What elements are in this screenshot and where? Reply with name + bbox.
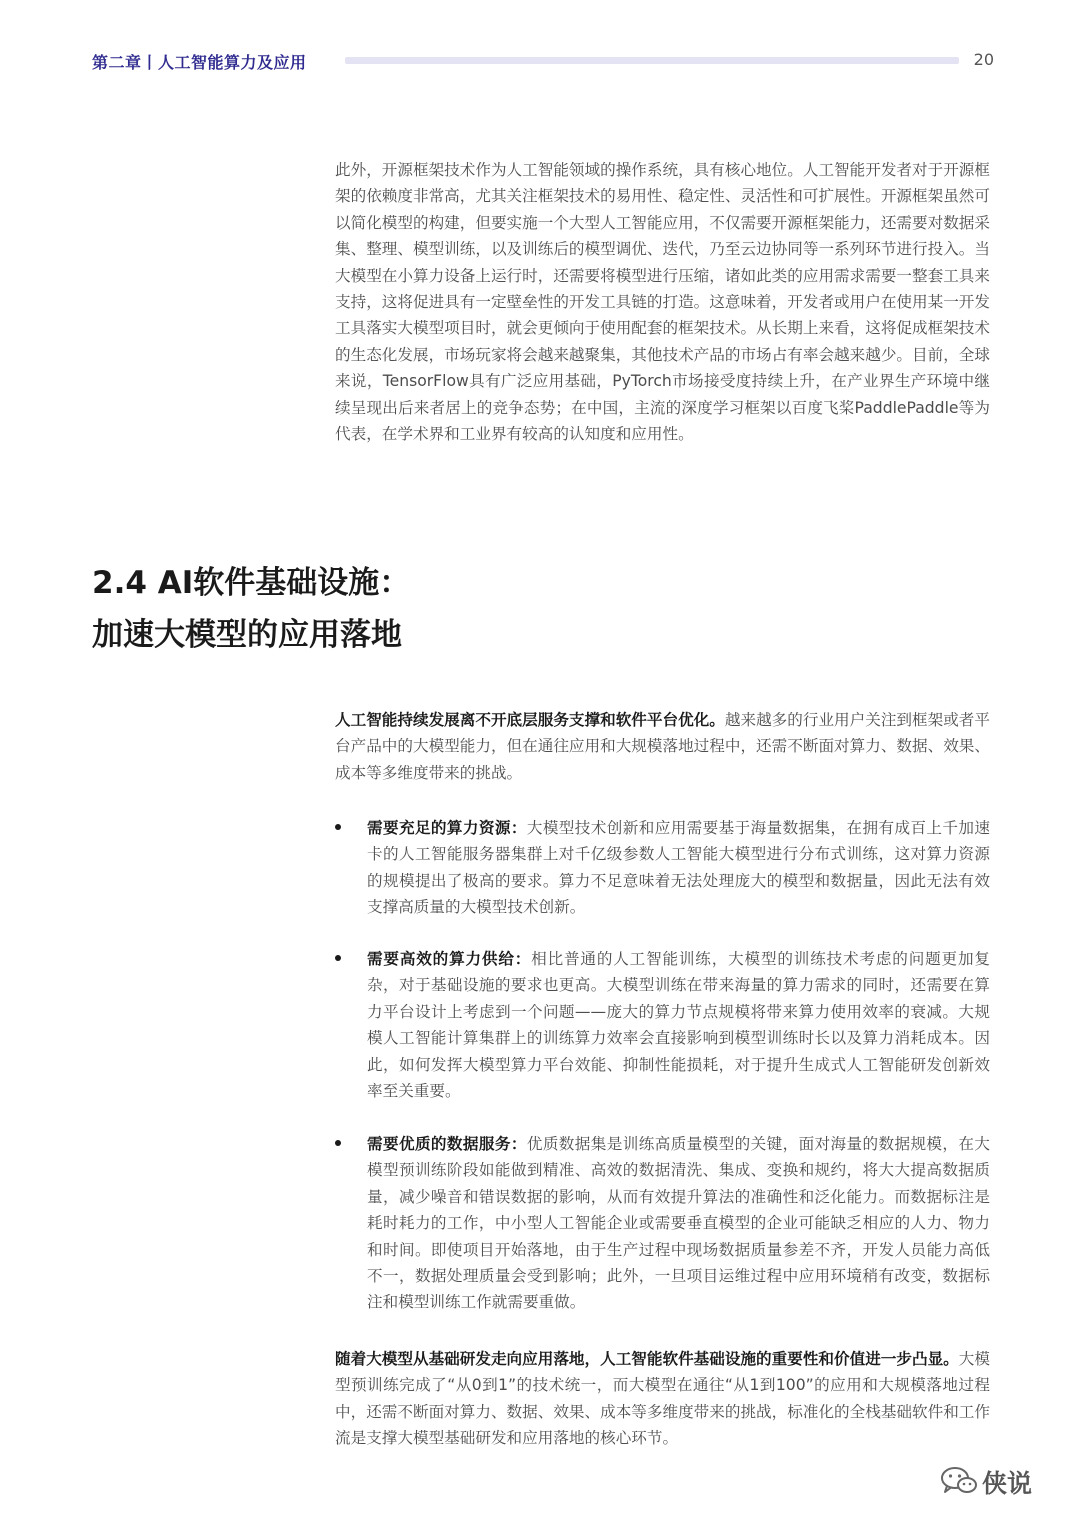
bullet-text <box>367 946 990 1104</box>
bullet-dot <box>335 824 341 830</box>
paragraph-open-source-frameworks: 此外，开源框架技术作为人工智能领域的操作系统，具有核心地位。人工智能开发者对于开源框架的依赖度非常高，尤其关注框架技术的易用性、稳定性、灵活性和可扩展性。开源框架虽然可以简化模型的构建，但要实施一个大型人工智能应用，不仅需要开源框架能力，还需要对数据采集、整理、模型训练，以及训练后的模型调优、迭代，乃至云边协同等一系列环节进行投入。当大模型在小算力设备上运行时，还需要将模型进行压缩，诸如此类的应用需求需要一整套工具来支持，这将促进具有一定壁垒性的开发工具链的打造。这意味着，开发者或用户在使用某一开发工具落实大模型项目时，就会更倾向于使用配套的框架技术。从长期上来看，这将促成框架技术的生态化发展，市场玩家将会越来越聚集，其他技术产品的市场占有率会越来越少。目前，全球来说，TensorFlow具有广泛应用基础，PyTorch市场接受度持续上升，在产业界生产环境中继续呈现出后来者居上的竞争态势；在中国，主流的深度学习框架以百度飞桨PaddlePaddle等为代表，在学术界和工业界有较高的认知度和应用性。 <box>335 161 990 444</box>
closing-lead: 随着大模型从基础研发走向应用落地，人工智能软件基础设施的重要性和价值进一步凸显。 <box>335 1350 959 1368</box>
closing-text: 大模型预训练完成了“从0到1”的技术统一，而大模型在通往“从1到100”的应用和大规模落地过程中，还需不断面对算力、数据、效果、成本等多维度带来的挑战，标准化的全栈基础软件和工作流是支撑大模型基础研发和应用落地的核心环节。 <box>335 1350 990 1448</box>
bullet-text <box>367 815 990 921</box>
section-title-line-2: 加速大模型的应用落地 <box>92 617 402 653</box>
bullet-body: 相比普通的人工智能训练，大模型的训练技术考虑的问题更加复杂，对于基础设施的要求也更高。大模型训练在带来海量的算力需求的同时，还需要在算力平台设计上考虑到一个问题——庞大的算力节点规模将带来算力使用效率的衰减。大规模人工智能计算集群上的训练算力效率会直接影响到模型训练时长以及算力消耗成本。因此，如何发挥大模型算力平台效能、抑制性能损耗，对于提升生成式人工智能研发创新效率至关重要。 <box>367 950 990 1101</box>
bullet-body: 大模型技术创新和应用需要基于海量数据集，在拥有成百上千加速卡的人工智能服务器集群上对千亿级参数人工智能大模型进行分布式训练，这对算力资源的规模提出了极高的要求。算力不足意味着无法处理庞大的模型和数据量，因此无法有效支撑高质量的大模型技术创新。 <box>367 819 990 917</box>
section-title <box>92 557 410 661</box>
page-number: 20 <box>973 50 994 69</box>
intro-paragraph <box>335 707 990 786</box>
bullet-dot <box>335 955 341 961</box>
closing-paragraph <box>335 1346 990 1452</box>
watermark <box>940 1462 1044 1498</box>
intro-text: 越来越多的行业用户关注到框架或者平台产品中的大模型能力，但在通往应用和大规模落地过程中，还需不断面对算力、数据、效果、成本等多维度带来的挑战。 <box>335 711 990 782</box>
bullet-body: 优质数据集是训练高质量模型的关键，面对海量的数据规模，在大模型预训练阶段如能做到精准、高效的数据清洗、集成、变换和规约，将大大提高数据质量，减少噪音和错误数据的影响，从而有效提升算法的准确性和泛化能力。而数据标注是耗时耗力的工作，中小型人工智能企业或需要垂直模型的企业可能缺乏相应的人力、物力和时间。即使项目开始落地，由于生产过程中现场数据质量参差不齐，开发人员能力高低不一，数据处理质量会受到影响；此外，一旦项目运维过程中应用环境稍有改变，数据标注和模型训练工作就需要重做。 <box>367 1135 990 1312</box>
page-header <box>92 48 1002 76</box>
intro-lead: 人工智能持续发展离不开底层服务支撑和软件平台优化。 <box>335 711 725 729</box>
section-title-line-1: 2.4 AI软件基础设施： <box>92 565 411 601</box>
watermark-text: 侠说 <box>982 1469 1033 1498</box>
chapter-title: 第二章丨人工智能算力及应用 <box>92 53 307 72</box>
header-divider-bar <box>345 57 959 64</box>
bullet-lead: 需要优质的数据服务： <box>367 1135 527 1153</box>
bullet-text <box>367 1131 990 1316</box>
bullet-dot <box>335 1140 341 1146</box>
bullet-lead: 需要高效的算力供给： <box>367 950 532 968</box>
bullet-lead: 需要充足的算力资源： <box>367 819 527 837</box>
wechat-icon <box>940 1466 978 1496</box>
